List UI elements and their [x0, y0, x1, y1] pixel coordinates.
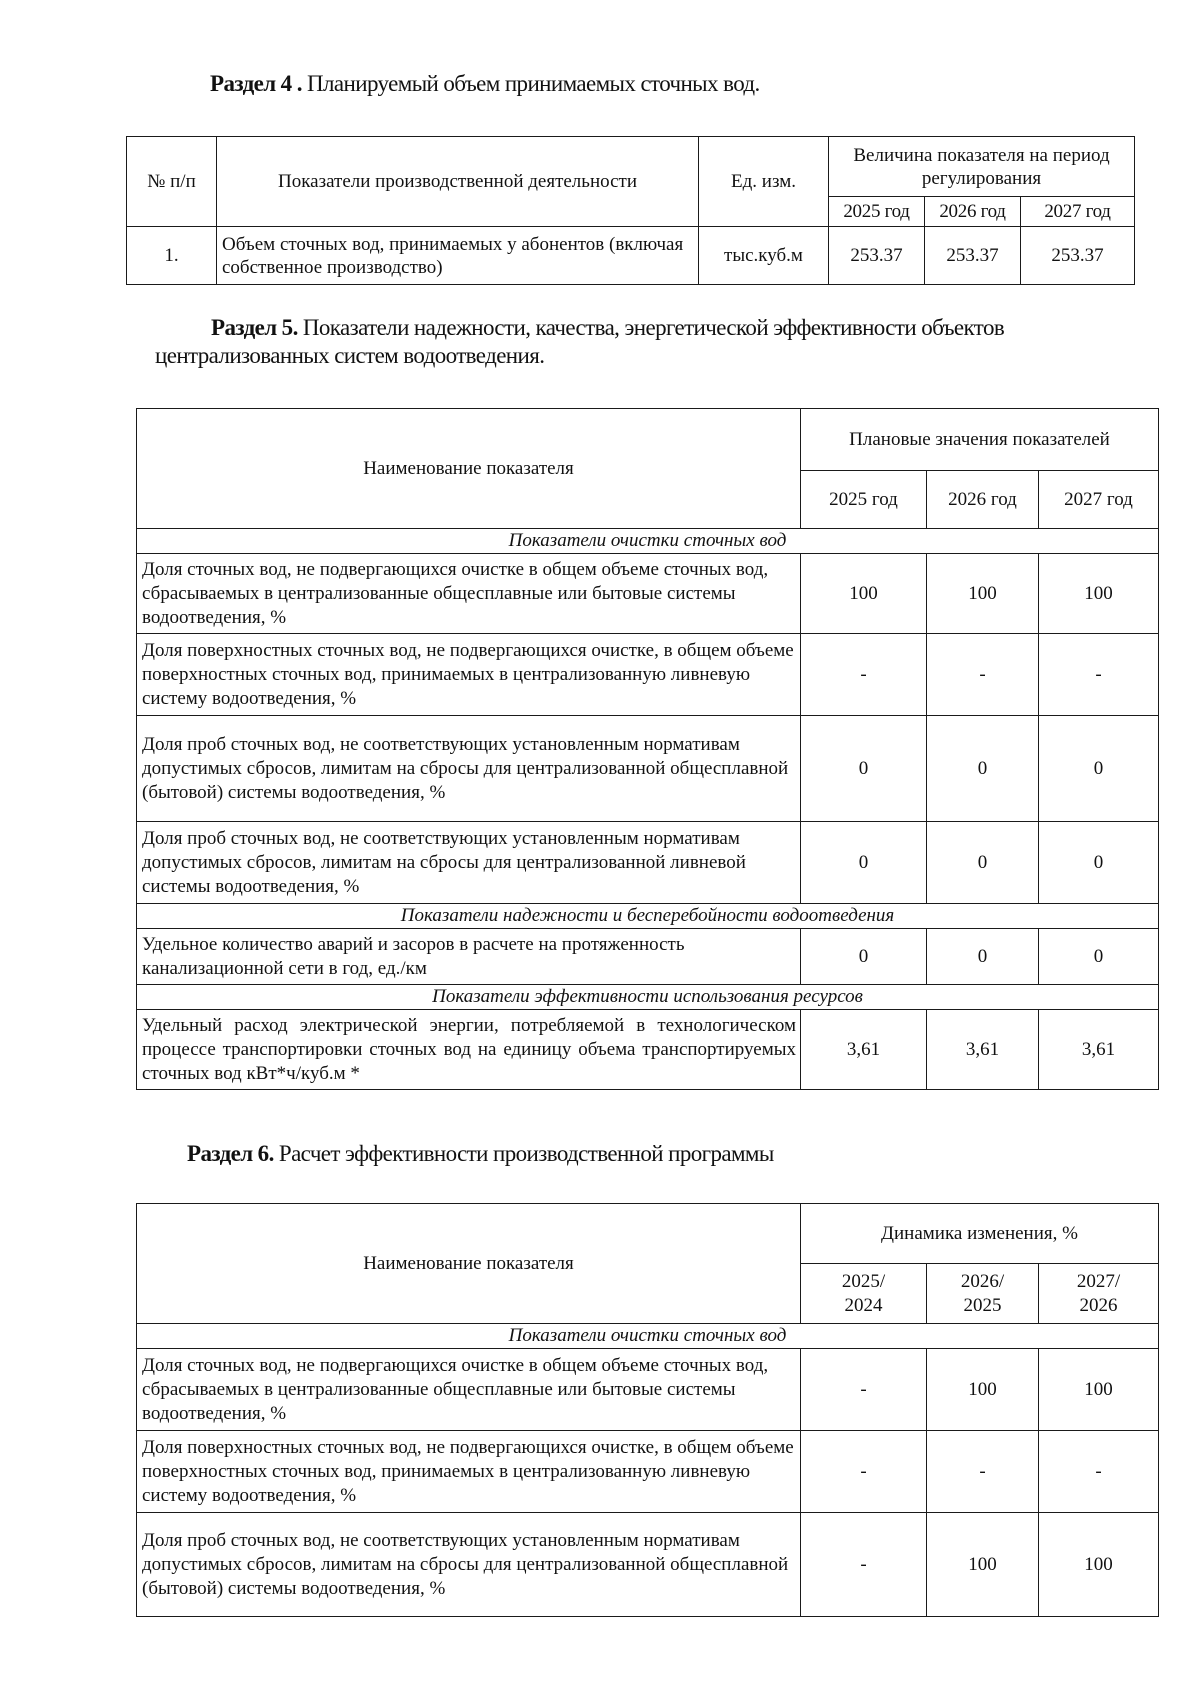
row-value: 0: [801, 822, 927, 904]
table-row: [137, 1431, 1159, 1513]
row-name: Доля проб сточных вод, не соответствующих установленным нормативам допустимых сбросов, лимитам на сбросы для централизованной общесплавной (бытовой) системы водоотведения, %: [137, 716, 801, 822]
row-name: Доля проб сточных вод, не соответствующих установленным нормативам допустимых сбросов, лимитам на сбросы для централизованной общесплавной (бытовой) системы водоотведения, %: [137, 1513, 801, 1617]
section4-number: Раздел 4 .: [210, 71, 302, 96]
row-name: Доля сточных вод, не подвергающихся очистке в общем объеме сточных вод, сбрасываемых в централизованные общесплавные или бытовые системы водоотведения, %: [137, 1349, 801, 1431]
section6-number: Раздел 6.: [187, 1141, 274, 1166]
row-value: 253.37: [1021, 227, 1135, 285]
section5-table: [136, 408, 1159, 1090]
col-unit-header: Ед. изм.: [699, 137, 829, 227]
table-row: [137, 822, 1159, 904]
year-header: 2025 год: [801, 471, 927, 529]
section4-heading: [210, 70, 1170, 98]
section4-table: [126, 136, 1135, 285]
table-row: [137, 634, 1159, 716]
section5-title: Показатели надежности, качества, энергетической эффективности объектов централизованных систем водоотведения.: [155, 315, 1005, 368]
col-name-header: Наименование показателя: [137, 409, 801, 529]
row-value: 100: [927, 1349, 1039, 1431]
year-header: 2027 год: [1021, 197, 1135, 227]
section6-table: [136, 1203, 1159, 1617]
row-value: 100: [927, 554, 1039, 634]
col-dyn-header: Динамика изменения, %: [801, 1204, 1159, 1264]
row-value: 253.37: [829, 227, 925, 285]
col-plan-header: Плановые значения показателей: [801, 409, 1159, 471]
section4-title: Планируемый объем принимаемых сточных вод.: [301, 71, 760, 96]
row-value: -: [1039, 1431, 1159, 1513]
col-indicator-header: Показатели производственной деятельности: [217, 137, 699, 227]
row-value: -: [801, 1349, 927, 1431]
table-row: [137, 554, 1159, 634]
row-value: 100: [1039, 1349, 1159, 1431]
row-value: 253.37: [925, 227, 1021, 285]
row-name: Доля поверхностных сточных вод, не подвергающихся очистке, в общем объеме поверхностных сточных вод, принимаемых в централизованную ливневую систему водоотведения, %: [137, 1431, 801, 1513]
period-header: 2025/ 2024: [801, 1264, 927, 1324]
row-value: 0: [1039, 822, 1159, 904]
table-row: [137, 1513, 1159, 1617]
table-row: [127, 227, 1135, 285]
row-value: 0: [1039, 929, 1159, 985]
row-value: 100: [1039, 554, 1159, 634]
section6-title: Расчет эффективности производственной программы: [273, 1141, 774, 1166]
year-header: 2025 год: [829, 197, 925, 227]
row-value: 100: [801, 554, 927, 634]
row-name: Удельное количество аварий и засоров в расчете на протяженность канализационной сети в год, ед./км: [137, 929, 801, 985]
section6-heading: [187, 1140, 1147, 1168]
row-value: 3,61: [927, 1010, 1039, 1090]
row-indicator: Объем сточных вод, принимаемых у абонентов (включая собственное производство): [217, 227, 699, 285]
row-value: 0: [927, 822, 1039, 904]
row-value: -: [1039, 634, 1159, 716]
table-row: [137, 929, 1159, 985]
row-value: 3,61: [1039, 1010, 1159, 1090]
group-title: Показатели надежности и бесперебойности водоотведения: [137, 904, 1159, 929]
row-value: 3,61: [801, 1010, 927, 1090]
row-name: Доля сточных вод, не подвергающихся очистке в общем объеме сточных вод, сбрасываемых в централизованные общесплавные или бытовые системы водоотведения, %: [137, 554, 801, 634]
row-value: -: [801, 1513, 927, 1617]
row-value: 100: [1039, 1513, 1159, 1617]
section5-heading: [155, 314, 1165, 370]
year-header: 2026 год: [927, 471, 1039, 529]
table-row: [137, 1010, 1159, 1090]
row-name: Доля проб сточных вод, не соответствующих установленным нормативам допустимых сбросов, лимитам на сбросы для централизованной ливневой системы водоотведения, %: [137, 822, 801, 904]
col-num-header: № п/п: [127, 137, 217, 227]
row-value: 0: [1039, 716, 1159, 822]
row-value: -: [927, 634, 1039, 716]
row-num: 1.: [127, 227, 217, 285]
row-value: 0: [801, 929, 927, 985]
period-header: 2027/ 2026: [1039, 1264, 1159, 1324]
group-title: Показатели очистки сточных вод: [137, 1324, 1159, 1349]
period-header: 2026/ 2025: [927, 1264, 1039, 1324]
section5-number: Раздел 5.: [211, 315, 298, 340]
year-header: 2026 год: [925, 197, 1021, 227]
table-row: [137, 716, 1159, 822]
col-period-header: Величина показателя на период регулирования: [829, 137, 1135, 197]
row-name: Удельный расход электрической энергии, потребляемой в технологическом процессе транспортировки сточных вод на единицу объема транспортируемых сточных вод кВт*ч/куб.м *: [137, 1010, 801, 1090]
row-value: -: [927, 1431, 1039, 1513]
row-value: -: [801, 634, 927, 716]
row-value: 100: [927, 1513, 1039, 1617]
row-value: 0: [801, 716, 927, 822]
row-value: -: [801, 1431, 927, 1513]
group-title: Показатели очистки сточных вод: [137, 529, 1159, 554]
year-header: 2027 год: [1039, 471, 1159, 529]
table-row: [137, 1349, 1159, 1431]
row-value: 0: [927, 716, 1039, 822]
col-name-header: Наименование показателя: [137, 1204, 801, 1324]
row-value: 0: [927, 929, 1039, 985]
row-name: Доля поверхностных сточных вод, не подвергающихся очистке, в общем объеме поверхностных сточных вод, принимаемых в централизованную ливневую систему водоотведения, %: [137, 634, 801, 716]
group-title: Показатели эффективности использования ресурсов: [137, 985, 1159, 1010]
row-unit: тыс.куб.м: [699, 227, 829, 285]
